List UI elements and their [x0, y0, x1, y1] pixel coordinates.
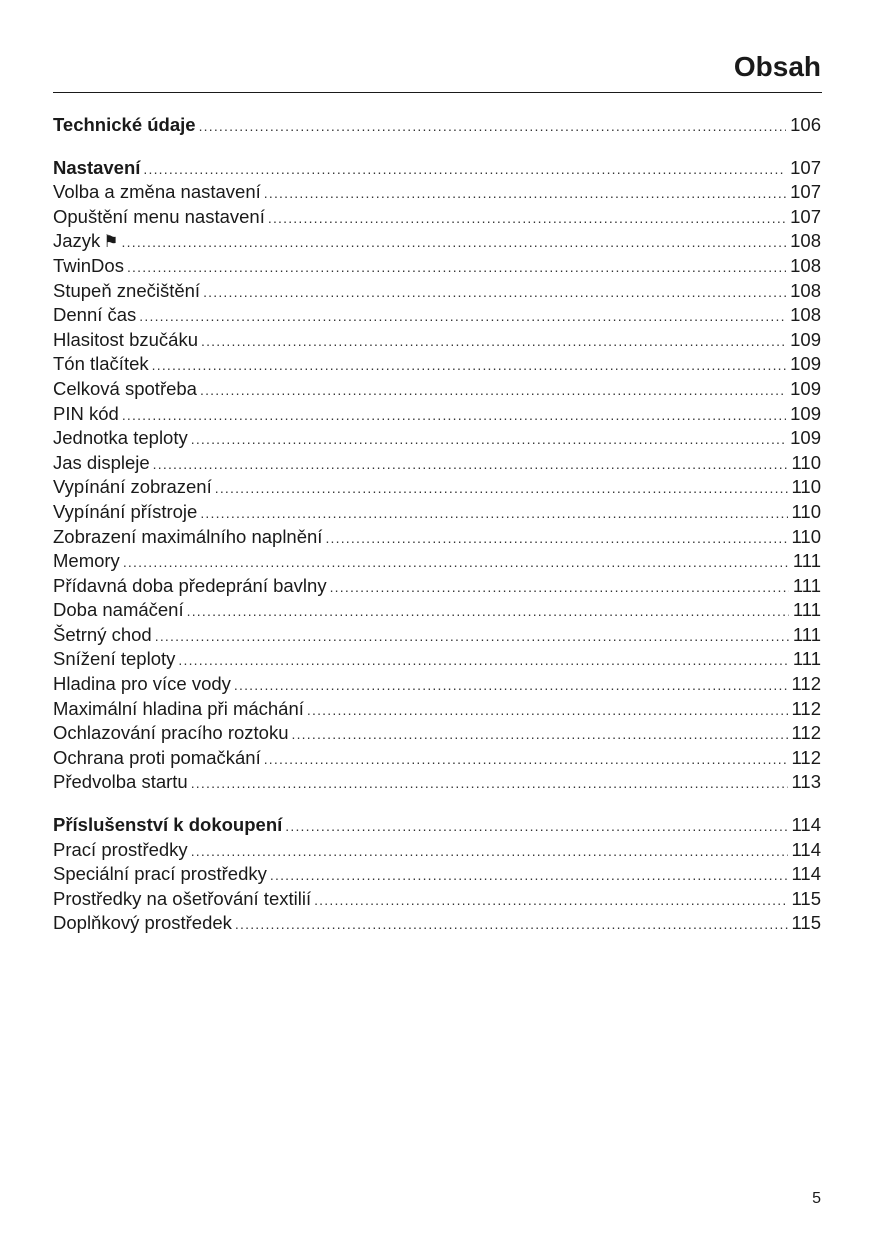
toc-entry-title — [53, 279, 200, 304]
toc-entry-title — [53, 229, 119, 255]
toc-entry[interactable] — [53, 721, 821, 746]
toc-page-ref: 107 — [790, 181, 821, 203]
toc-entry-title — [53, 838, 188, 863]
toc-entry[interactable] — [53, 303, 821, 328]
dot-leader — [152, 353, 786, 378]
toc-page-ref: 109 — [790, 427, 821, 449]
toc-section-heading[interactable] — [53, 813, 821, 838]
toc-entry-title — [53, 426, 188, 451]
dot-leader — [330, 575, 789, 600]
toc-entry[interactable] — [53, 426, 821, 451]
toc-entry[interactable] — [53, 328, 821, 353]
toc-page-ref: 108 — [790, 230, 821, 252]
toc-page-ref: 109 — [790, 353, 821, 375]
toc-entry-title — [53, 377, 197, 402]
toc-entry-title — [53, 770, 188, 795]
toc-entry[interactable] — [53, 672, 821, 697]
toc-entry-title — [53, 352, 149, 377]
toc-page-ref: 107 — [790, 156, 821, 178]
toc-entry-label: TwinDos — [53, 254, 124, 276]
toc-entry[interactable] — [53, 574, 821, 599]
toc-entry[interactable] — [53, 549, 821, 574]
page-number: 5 — [812, 1190, 821, 1207]
dot-leader — [292, 722, 788, 747]
toc-entry[interactable] — [53, 623, 821, 648]
toc-page-ref: 115 — [791, 887, 821, 909]
toc-section-heading[interactable] — [53, 113, 821, 138]
toc-entry[interactable] — [53, 352, 821, 377]
toc-entry-title — [53, 475, 212, 500]
toc-entry-title — [53, 113, 196, 138]
toc-page-ref: 110 — [791, 451, 821, 473]
toc-page-ref: 107 — [790, 205, 821, 227]
toc-page-ref: 109 — [790, 328, 821, 350]
toc-entry-title — [53, 328, 198, 353]
toc-entry-label: Technické údaje — [53, 114, 196, 135]
table-of-contents — [53, 113, 821, 954]
toc-entry-label: Maximální hladina při máchání — [53, 697, 304, 719]
toc-page-ref: 114 — [791, 814, 821, 836]
dot-leader — [264, 747, 788, 772]
toc-entry-label: Opuštění menu nastavení — [53, 205, 265, 227]
toc-entry[interactable] — [53, 887, 821, 912]
toc-page-ref: 106 — [790, 114, 821, 135]
dot-leader — [178, 648, 788, 673]
toc-entry[interactable] — [53, 402, 821, 427]
toc-entry-title — [53, 623, 152, 648]
toc-entry-title — [53, 402, 119, 427]
toc-entry-title — [53, 180, 261, 205]
dot-leader — [191, 771, 788, 796]
toc-page-ref: 108 — [790, 279, 821, 301]
toc-entry-label: Memory — [53, 550, 120, 572]
toc-entry-label: Celková spotřeba — [53, 377, 197, 399]
toc-section — [53, 813, 821, 936]
toc-section — [53, 113, 821, 138]
dot-leader — [203, 280, 786, 305]
toc-entry-label: Speciální prací prostředky — [53, 863, 267, 885]
dot-leader — [270, 863, 788, 888]
toc-page-ref: 113 — [791, 771, 821, 793]
dot-leader — [123, 550, 789, 575]
toc-entry-label: Denní čas — [53, 304, 137, 326]
toc-entry-title — [53, 697, 304, 722]
toc-entry-title — [53, 721, 289, 746]
toc-page-ref: 110 — [791, 500, 821, 522]
toc-entry-label: Volba a změna nastavení — [53, 181, 261, 203]
toc-entry-label: Přídavná doba předeprání bavlny — [53, 574, 327, 596]
dot-leader — [127, 255, 786, 280]
toc-entry-label: Jednotka teploty — [53, 427, 188, 449]
dot-leader — [153, 452, 788, 477]
toc-page-ref: 111 — [792, 550, 821, 572]
toc-entry-title — [53, 598, 184, 623]
toc-entry-title — [53, 156, 140, 181]
toc-entry-label: Šetrný chod — [53, 623, 152, 645]
title-divider — [53, 92, 822, 93]
toc-entry-label: Jazyk — [53, 230, 101, 252]
toc-entry-label: Předvolba startu — [53, 771, 188, 793]
toc-page-ref: 111 — [792, 623, 821, 645]
toc-entry[interactable] — [53, 647, 821, 672]
dot-leader — [199, 114, 787, 139]
toc-page-ref: 112 — [791, 673, 821, 695]
dot-leader — [122, 403, 786, 428]
dot-leader — [215, 476, 788, 501]
flag-icon: ⚑ — [103, 232, 119, 252]
dot-leader — [191, 839, 788, 864]
toc-entry-label: Ochlazování pracího roztoku — [53, 722, 289, 744]
dot-leader — [122, 230, 787, 255]
toc-entry[interactable] — [53, 500, 821, 525]
dot-leader — [325, 526, 787, 551]
toc-entry[interactable] — [53, 525, 821, 550]
toc-entry[interactable] — [53, 205, 821, 230]
dot-leader — [234, 673, 788, 698]
toc-entry-title — [53, 451, 150, 476]
toc-entry-label: Vypínání zobrazení — [53, 476, 212, 498]
toc-entry-label: PIN kód — [53, 402, 119, 424]
toc-entry[interactable] — [53, 862, 821, 887]
toc-entry-title — [53, 813, 282, 838]
toc-entry[interactable] — [53, 746, 821, 771]
toc-entry-label: Zobrazení maximálního naplnění — [53, 525, 323, 547]
toc-page-ref: 111 — [792, 648, 821, 670]
toc-entry[interactable] — [53, 451, 821, 476]
toc-entry-title — [53, 254, 124, 279]
toc-entry-title — [53, 746, 261, 771]
toc-entry-title — [53, 525, 322, 550]
toc-entry-title — [53, 549, 120, 574]
toc-entry[interactable] — [53, 911, 821, 936]
toc-entry[interactable] — [53, 838, 821, 863]
toc-entry-label: Hladina pro více vody — [53, 673, 231, 695]
toc-page-ref: 109 — [790, 402, 821, 424]
dot-leader — [191, 427, 786, 452]
toc-entry[interactable] — [53, 377, 821, 402]
dot-leader — [155, 624, 789, 649]
toc-entry[interactable] — [53, 279, 821, 304]
toc-entry[interactable] — [53, 254, 821, 279]
toc-page-ref: 112 — [791, 722, 821, 744]
dot-leader — [268, 206, 786, 231]
toc-page-ref: 112 — [791, 697, 821, 719]
toc-entry-label: Snížení teploty — [53, 648, 176, 670]
dot-leader — [235, 912, 788, 937]
toc-entry-label: Doplňkový prostředek — [53, 912, 232, 934]
toc-page-ref: 114 — [791, 863, 821, 885]
toc-entry-title — [53, 862, 267, 887]
toc-page-ref: 108 — [790, 304, 821, 326]
toc-entry-title — [53, 672, 231, 697]
toc-entry-title — [53, 647, 175, 672]
toc-entry-title — [53, 303, 136, 328]
dot-leader — [264, 181, 786, 206]
dot-leader — [314, 888, 787, 913]
dot-leader — [143, 157, 786, 182]
toc-page-ref: 109 — [790, 377, 821, 399]
toc-entry-title — [53, 911, 232, 936]
toc-entry-title — [53, 574, 327, 599]
toc-entry-label: Tón tlačítek — [53, 353, 149, 375]
toc-page-ref: 110 — [791, 476, 821, 498]
dot-leader — [139, 304, 786, 329]
toc-entry-label: Jas displeje — [53, 451, 150, 473]
dot-leader — [187, 599, 789, 624]
toc-entry[interactable] — [53, 598, 821, 623]
toc-entry-label: Příslušenství k dokoupení — [53, 814, 283, 836]
dot-leader — [307, 698, 788, 723]
dot-leader — [200, 501, 787, 526]
toc-entry-label: Prací prostředky — [53, 838, 188, 860]
toc-entry[interactable] — [53, 180, 821, 205]
toc-page-ref: 115 — [791, 912, 821, 934]
dot-leader — [201, 329, 786, 354]
toc-entry-label: Hlasitost bzučáku — [53, 328, 198, 350]
toc-page-ref: 112 — [791, 746, 821, 768]
toc-entry-label: Nastavení — [53, 156, 141, 178]
toc-entry-label: Vypínání přístroje — [53, 500, 198, 522]
toc-page-ref: 111 — [792, 574, 821, 596]
toc-page-ref: 111 — [792, 599, 821, 621]
toc-entry-label: Doba namáčení — [53, 599, 184, 621]
toc-page-ref: 114 — [791, 838, 821, 860]
toc-entry-title — [53, 500, 197, 525]
dot-leader — [285, 814, 787, 839]
toc-section-heading[interactable] — [53, 156, 821, 181]
toc-entry[interactable] — [53, 475, 821, 500]
toc-section — [53, 156, 821, 795]
toc-entry[interactable] — [53, 697, 821, 722]
dot-leader — [200, 378, 786, 403]
toc-entry[interactable] — [53, 770, 821, 795]
toc-page-ref: 110 — [791, 525, 821, 547]
toc-entry-label: Ochrana proti pomačkání — [53, 746, 261, 768]
page-title: Obsah — [733, 51, 821, 82]
toc-entry-title — [53, 887, 311, 912]
toc-entry-title — [53, 205, 265, 230]
toc-entry-label: Prostředky na ošetřování textilií — [53, 887, 312, 909]
toc-page-ref: 108 — [790, 254, 821, 276]
toc-entry-label: Stupeň znečištění — [53, 279, 201, 301]
toc-entry[interactable] — [53, 229, 821, 254]
